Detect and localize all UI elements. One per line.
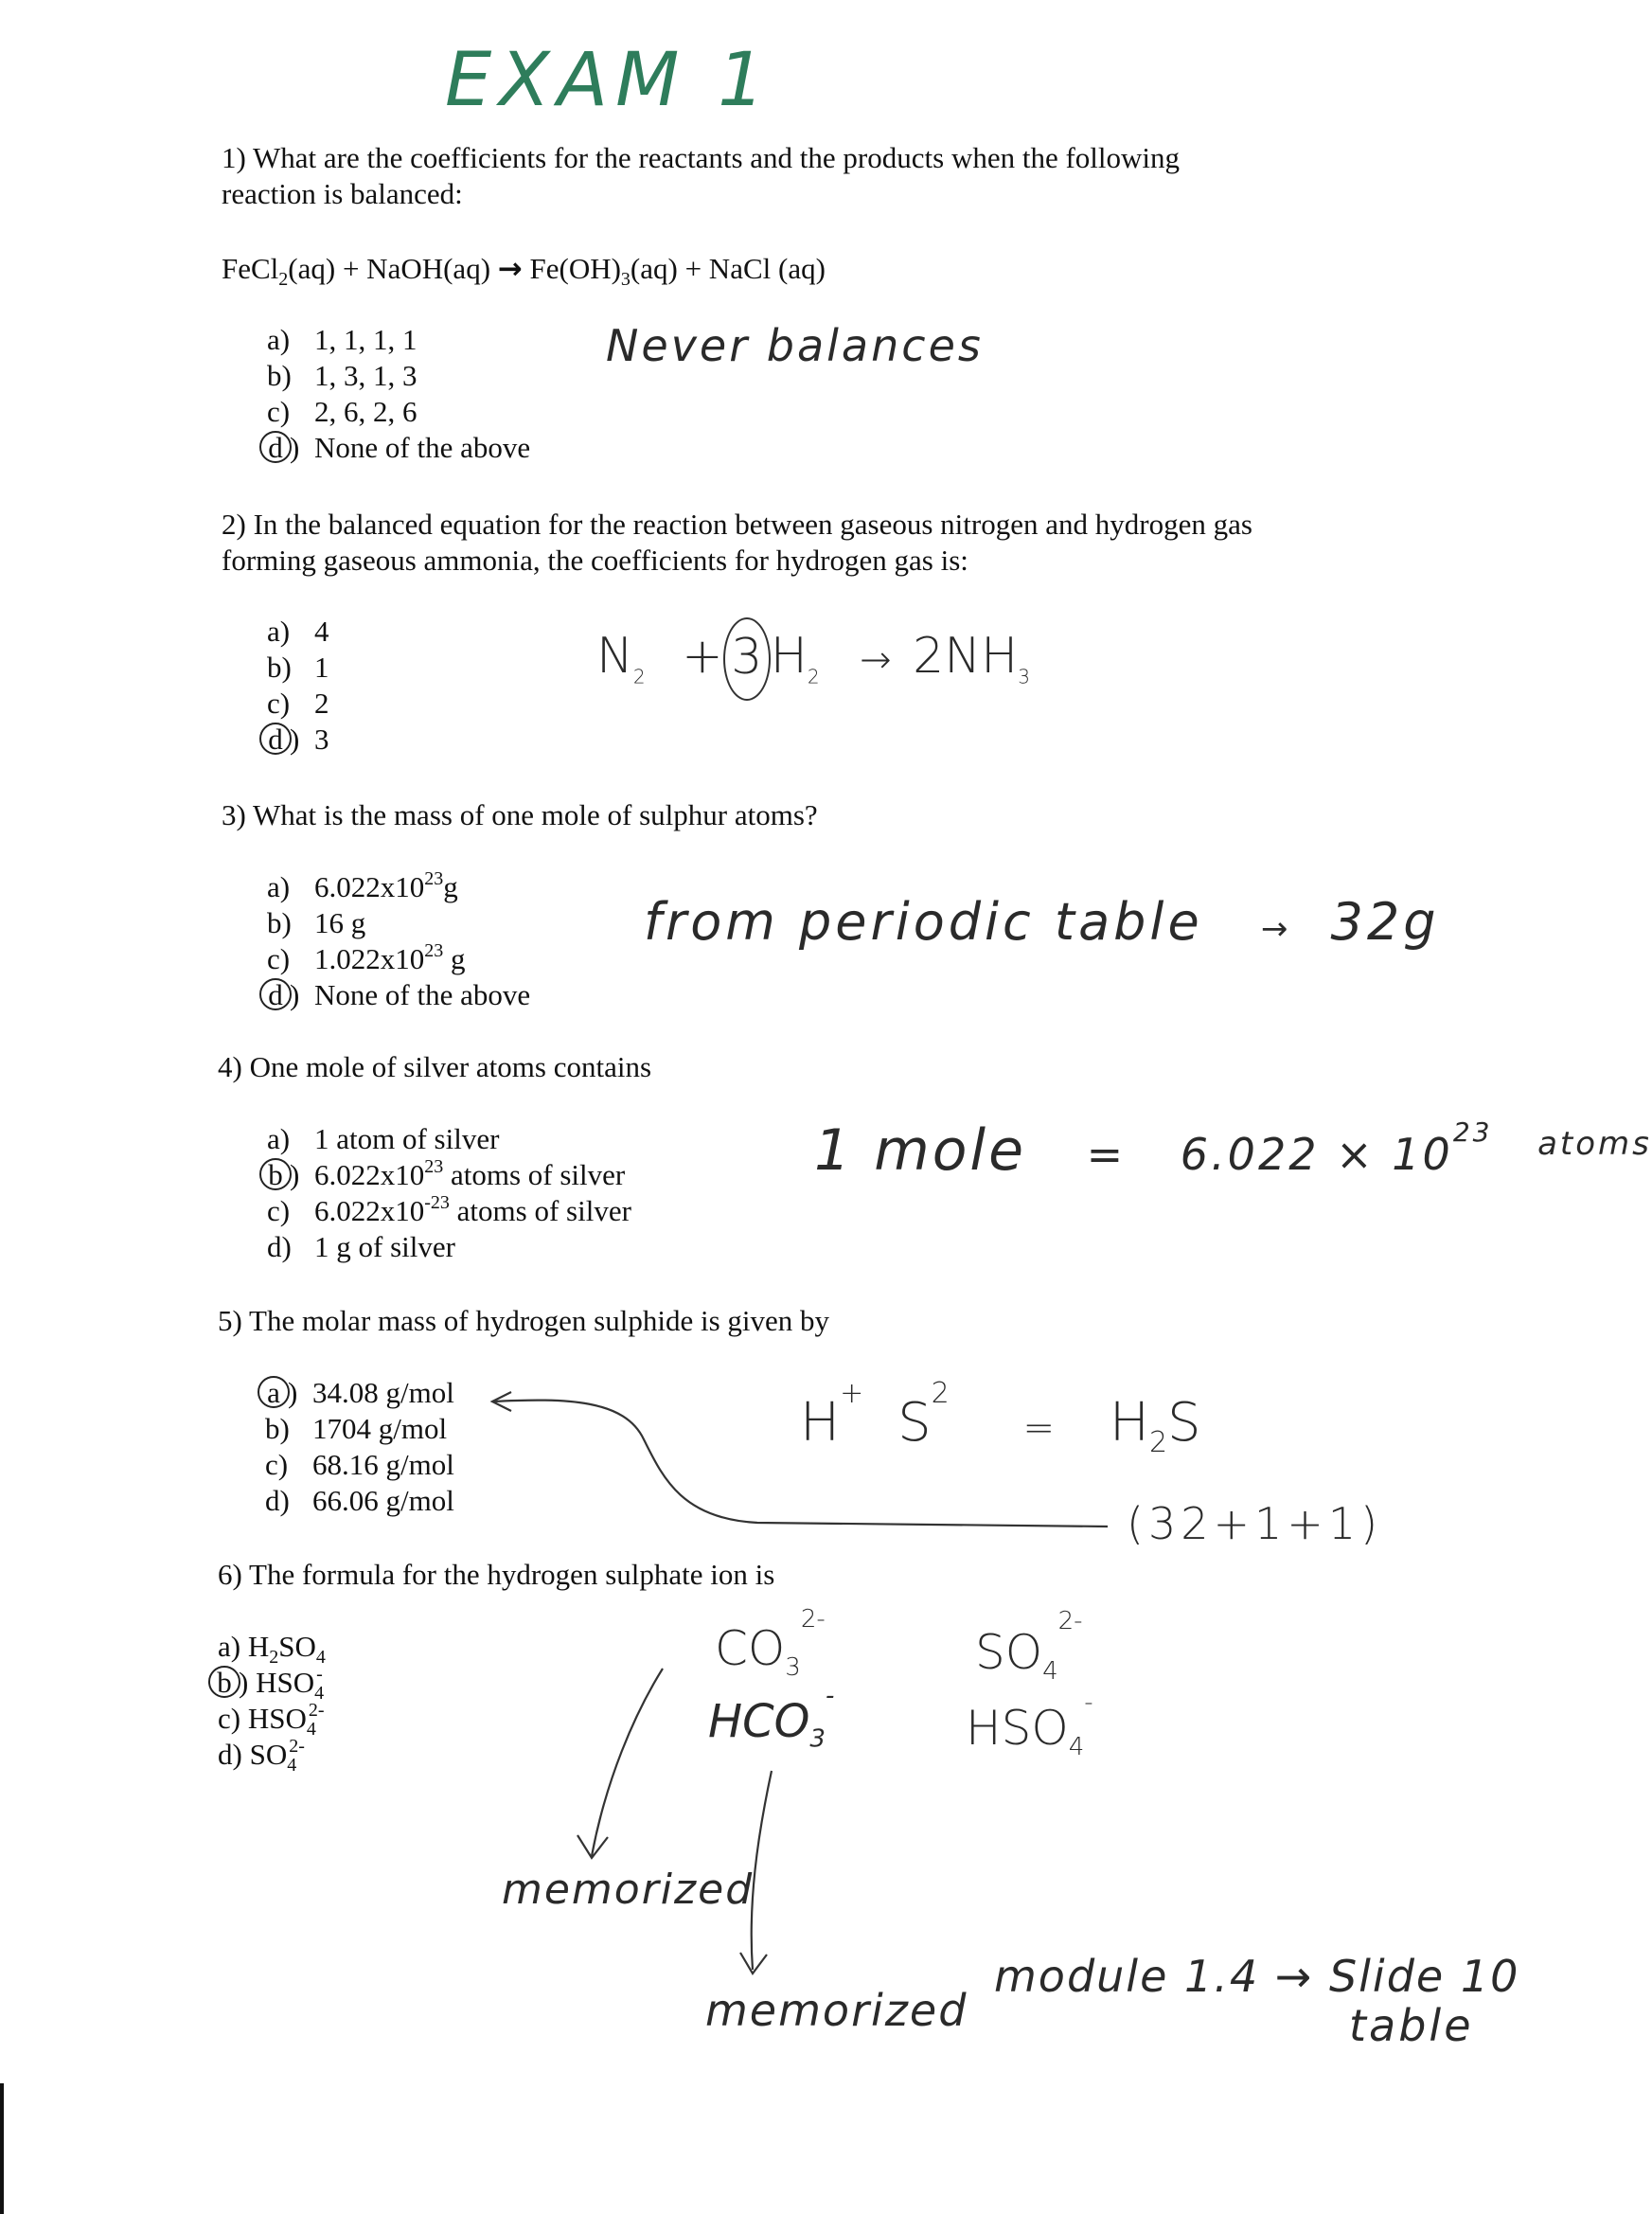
- answer-circle: d: [259, 431, 292, 463]
- q6-arrow-1: [592, 1669, 663, 1856]
- q3-note-periodic-table: from periodic table → 32g: [644, 892, 1440, 952]
- q1-option-b[interactable]: b) 1, 3, 1, 3: [267, 359, 417, 392]
- q6-option-a[interactable]: a) $H_2SO_4$: [218, 1630, 326, 1669]
- q6-note-memorized-1: memorized: [502, 1866, 755, 1914]
- question-1-prompt-cont: reaction is balanced:: [222, 177, 463, 210]
- answer-circle: b: [259, 1158, 292, 1190]
- q6-arrow-2: [752, 1771, 772, 1970]
- q3-option-c[interactable]: c) $1.022x10^{23}$ g: [267, 939, 466, 975]
- q1-option-d[interactable]: d ) None of the above: [267, 430, 530, 466]
- question-1-equation: FeCl$_2$(aq) + NaOH(aq) → $Fe(OH)_3(aq)$ + NaCl (aq): [222, 252, 826, 291]
- q6-option-d[interactable]: d) $SO_4^{2-}$: [218, 1735, 305, 1777]
- q6-note-bicarbonate: $HCO_3^-$: [708, 1682, 835, 1754]
- q2-option-d[interactable]: d ) 3: [267, 722, 329, 758]
- q6-option-b[interactable]: b ) $HSO_4^-$: [218, 1665, 323, 1701]
- q4-option-c[interactable]: c) $6.022x10^{-23}$ atoms of silver: [267, 1191, 631, 1227]
- question-3-prompt: 3) What is the mass of one mole of sulphur atoms?: [222, 798, 818, 831]
- q6-note-module-slide: module 1.4 → Slide 10: [994, 1951, 1520, 2002]
- reaction-arrow-icon: →: [497, 252, 523, 286]
- q4-option-a[interactable]: a) 1 atom of silver: [267, 1122, 500, 1155]
- answer-circle: b: [208, 1666, 240, 1698]
- question-2-prompt-cont: forming gaseous ammonia, the coefficients for hydrogen gas is:: [222, 544, 968, 577]
- q6-note-carbonate: $CO_3^{2-}$: [715, 1605, 826, 1682]
- q5-note-ions: H+ $S^2 = H_2S$: [800, 1377, 1201, 1460]
- q4-option-d[interactable]: d) 1 g of silver: [267, 1230, 455, 1263]
- exam-title: EXAM 1: [445, 38, 773, 123]
- q4-note-mole: 1 mole = $6.022 \times 10^{23}$ $^{atoms}$: [814, 1116, 1652, 1184]
- q2-option-a[interactable]: a) 4: [267, 615, 329, 648]
- answer-circle: d: [259, 978, 292, 1010]
- q6-option-c[interactable]: c) $HSO_4^{2-}$: [218, 1699, 325, 1741]
- q6-note-sulphate: $SO_4^{2-}$: [975, 1607, 1083, 1686]
- q2-option-c[interactable]: c) 2: [267, 687, 329, 720]
- q1-option-a[interactable]: a) 1, 1, 1, 1: [267, 323, 417, 356]
- q3-option-a[interactable]: a) $6.022x10^{23}g$: [267, 867, 458, 903]
- q5-option-d[interactable]: d) 66.06 g/mol: [265, 1484, 454, 1517]
- q5-option-b[interactable]: b) 1704 g/mol: [265, 1412, 448, 1445]
- question-4-prompt: 4) One mole of silver atoms contains: [218, 1050, 652, 1083]
- q6-arrow-2-head: [740, 1953, 767, 1973]
- q5-option-c[interactable]: c) 68.16 g/mol: [265, 1448, 454, 1481]
- q5-note-calculation: (32+1+1): [1127, 1498, 1383, 1549]
- q6-note-hydrogen-sulphate: $HSO_4^-$: [966, 1688, 1093, 1761]
- answer-circle: d: [259, 723, 292, 755]
- q4-option-b[interactable]: b ) $6.022x10^{23}$ atoms of silver: [267, 1157, 625, 1193]
- q1-note-never-balances: Never balances: [606, 320, 984, 371]
- question-5-prompt: 5) The molar mass of hydrogen sulphide is given by: [218, 1304, 830, 1337]
- q5-connector-curve: [492, 1401, 1108, 1527]
- q6-note-table: table: [1349, 2000, 1474, 2051]
- coefficient-circle: 3: [723, 617, 771, 701]
- q2-option-b[interactable]: b) 1: [267, 651, 329, 684]
- question-6-prompt: 6) The formula for the hydrogen sulphate ion is: [218, 1558, 775, 1591]
- q5-option-a[interactable]: a ) 34.08 g/mol: [265, 1375, 454, 1411]
- q1-option-c[interactable]: c) 2, 6, 2, 6: [267, 395, 417, 428]
- answer-circle: a: [258, 1376, 290, 1408]
- question-2-prompt: 2) In the balanced equation for the reaction between gaseous nitrogen and hydrogen gas: [222, 508, 1252, 541]
- q3-option-b[interactable]: b) 16 g: [267, 906, 366, 939]
- q2-note-equation: $N_2 + 3$ $H_2 \to 2NH_3$: [596, 617, 1030, 701]
- question-1-prompt: 1) What are the coefficients for the reactants and the products when the following: [222, 141, 1181, 174]
- q3-option-d[interactable]: d ) None of the above: [267, 977, 530, 1013]
- q6-note-memorized-2: memorized: [705, 1985, 968, 2036]
